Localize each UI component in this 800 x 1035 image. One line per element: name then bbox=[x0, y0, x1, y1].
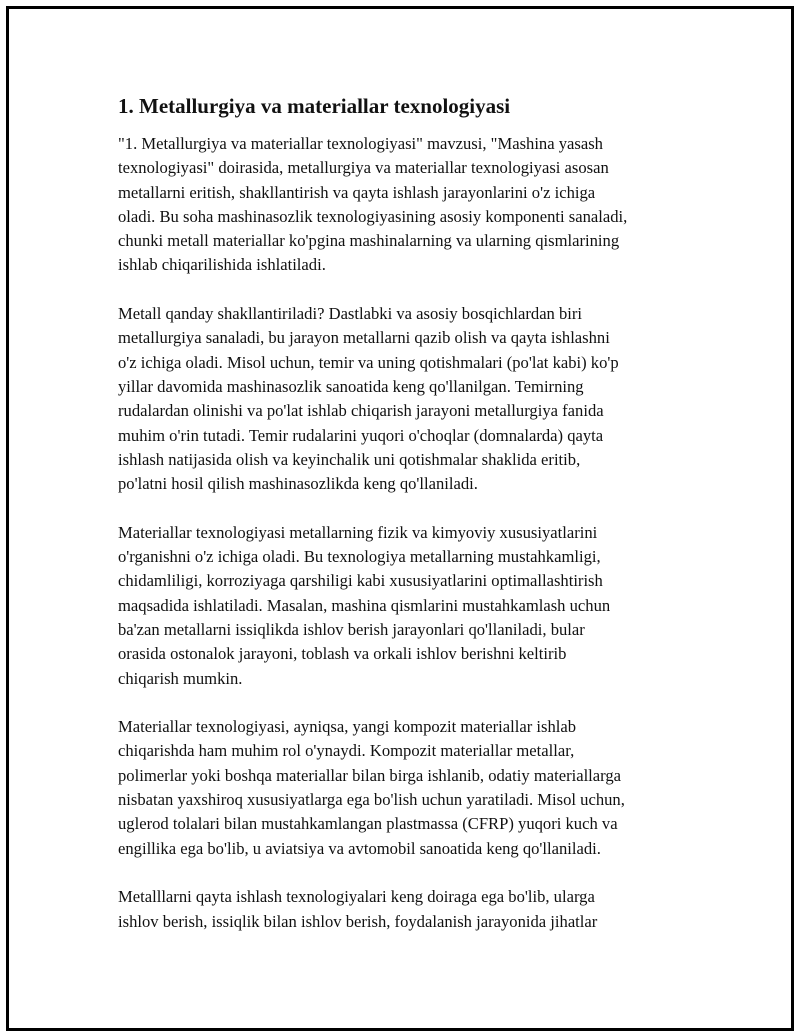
text-line: metallarni eritish, shakllantirish va qayta ishlash jarayonlarini o'z ichiga bbox=[118, 182, 596, 202]
paragraph-3 bbox=[118, 521, 693, 691]
text-line: maqsadida ishlatiladi. Masalan, mashina qismlarini mustahkamlash uchun bbox=[118, 595, 611, 615]
text-line: Metall qanday shakllantiriladi? Dastlabki va asosiy bosqichlardan biri bbox=[118, 304, 583, 324]
paragraph-2 bbox=[118, 302, 693, 496]
text-line: ishlash natijasida olish va keyinchalik uni qotishmalar shaklida eritib, bbox=[118, 449, 581, 469]
text-line: oladi. Bu soha mashinasozlik texnologiyasining asosiy komponenti sanaladi, bbox=[118, 206, 628, 226]
document-title: 1. Metallurgiya va materiallar texnologiyasi bbox=[118, 94, 511, 118]
text-line: ba'zan metallarni issiqlikda ishlov berish jarayonlari qo'llaniladi, bular bbox=[118, 619, 585, 639]
text-line: rudalardan olinishi va po'lat ishlab chiqarish jarayoni metallurgiya fanida bbox=[118, 401, 604, 421]
text-line: Metalllarni qayta ishlash texnologiyalari keng doiraga ega bo'lib, ularga bbox=[118, 887, 595, 907]
text-line: muhim o'rin tutadi. Temir rudalarini yuqori o'choqlar (domnalarda) qayta bbox=[118, 425, 604, 445]
text-line: chidamliligi, korroziyaga qarshiligi kabi xususiyatlarini optimallashtirish bbox=[118, 571, 603, 591]
text-line: ishlab chiqarilishida ishlatiladi. bbox=[118, 255, 326, 275]
text-line: engillika ega bo'lib, u aviatsiya va avtomobil sanoatida keng qo'llaniladi. bbox=[118, 838, 601, 858]
text-line: chiqarishda ham muhim rol o'ynaydi. Kompozit materiallar metallar, bbox=[118, 741, 575, 761]
text-line: po'latni hosil qilish mashinasozlikda keng qo'llaniladi. bbox=[118, 474, 478, 494]
text-line: chunki metall materiallar ko'pgina mashinalarning va ularning qismlarining bbox=[118, 231, 620, 251]
paragraph-4 bbox=[118, 715, 693, 861]
text-line: o'z ichiga oladi. Misol uchun, temir va uning qotishmalari (po'lat kabi) ko'p bbox=[118, 352, 619, 372]
text-line: chiqarish mumkin. bbox=[118, 668, 243, 688]
text-line: polimerlar yoki boshqa materiallar bilan birga ishlanib, odatiy materiallarga bbox=[118, 765, 622, 785]
paragraph-5 bbox=[118, 885, 693, 934]
text-line: uglerod tolalari bilan mustahkamlangan plastmassa (CFRP) yuqori kuch va bbox=[118, 814, 618, 834]
text-line: ishlov berish, issiqlik bilan ishlov berish, foydalanish jarayonida jihatlar bbox=[118, 911, 598, 931]
paragraph-1 bbox=[118, 132, 693, 278]
text-line: "1. Metallurgiya va materiallar texnologiyasi" mavzusi, "Mashina yasash bbox=[118, 134, 603, 153]
text-line: texnologiyasi" doirasida, metallurgiya va materiallar texnologiyasi asosan bbox=[118, 158, 609, 178]
text-line: yillar davomida mashinasozlik sanoatida keng qo'llanilgan. Temirning bbox=[118, 376, 584, 396]
text-line: o'rganishni o'z ichiga oladi. Bu texnologiya metallarning mustahkamligi, bbox=[118, 547, 601, 567]
text-line: nisbatan yaxshiroq xususiyatlarga ega bo'lish uchun yaratiladi. Misol uchun, bbox=[118, 790, 625, 810]
document-body bbox=[118, 92, 693, 958]
text-line: metallurgiya sanaladi, bu jarayon metallarni qazib olish va qayta ishlashni bbox=[118, 328, 610, 348]
text-line: Materiallar texnologiyasi, ayniqsa, yangi kompozit materiallar ishlab bbox=[118, 717, 577, 737]
text-line: Materiallar texnologiyasi metallarning fizik va kimyoviy xususiyatlarini bbox=[118, 522, 598, 542]
text-line: orasida ostonalok jarayoni, toblash va orkali ishlov berishni keltirib bbox=[118, 644, 567, 664]
